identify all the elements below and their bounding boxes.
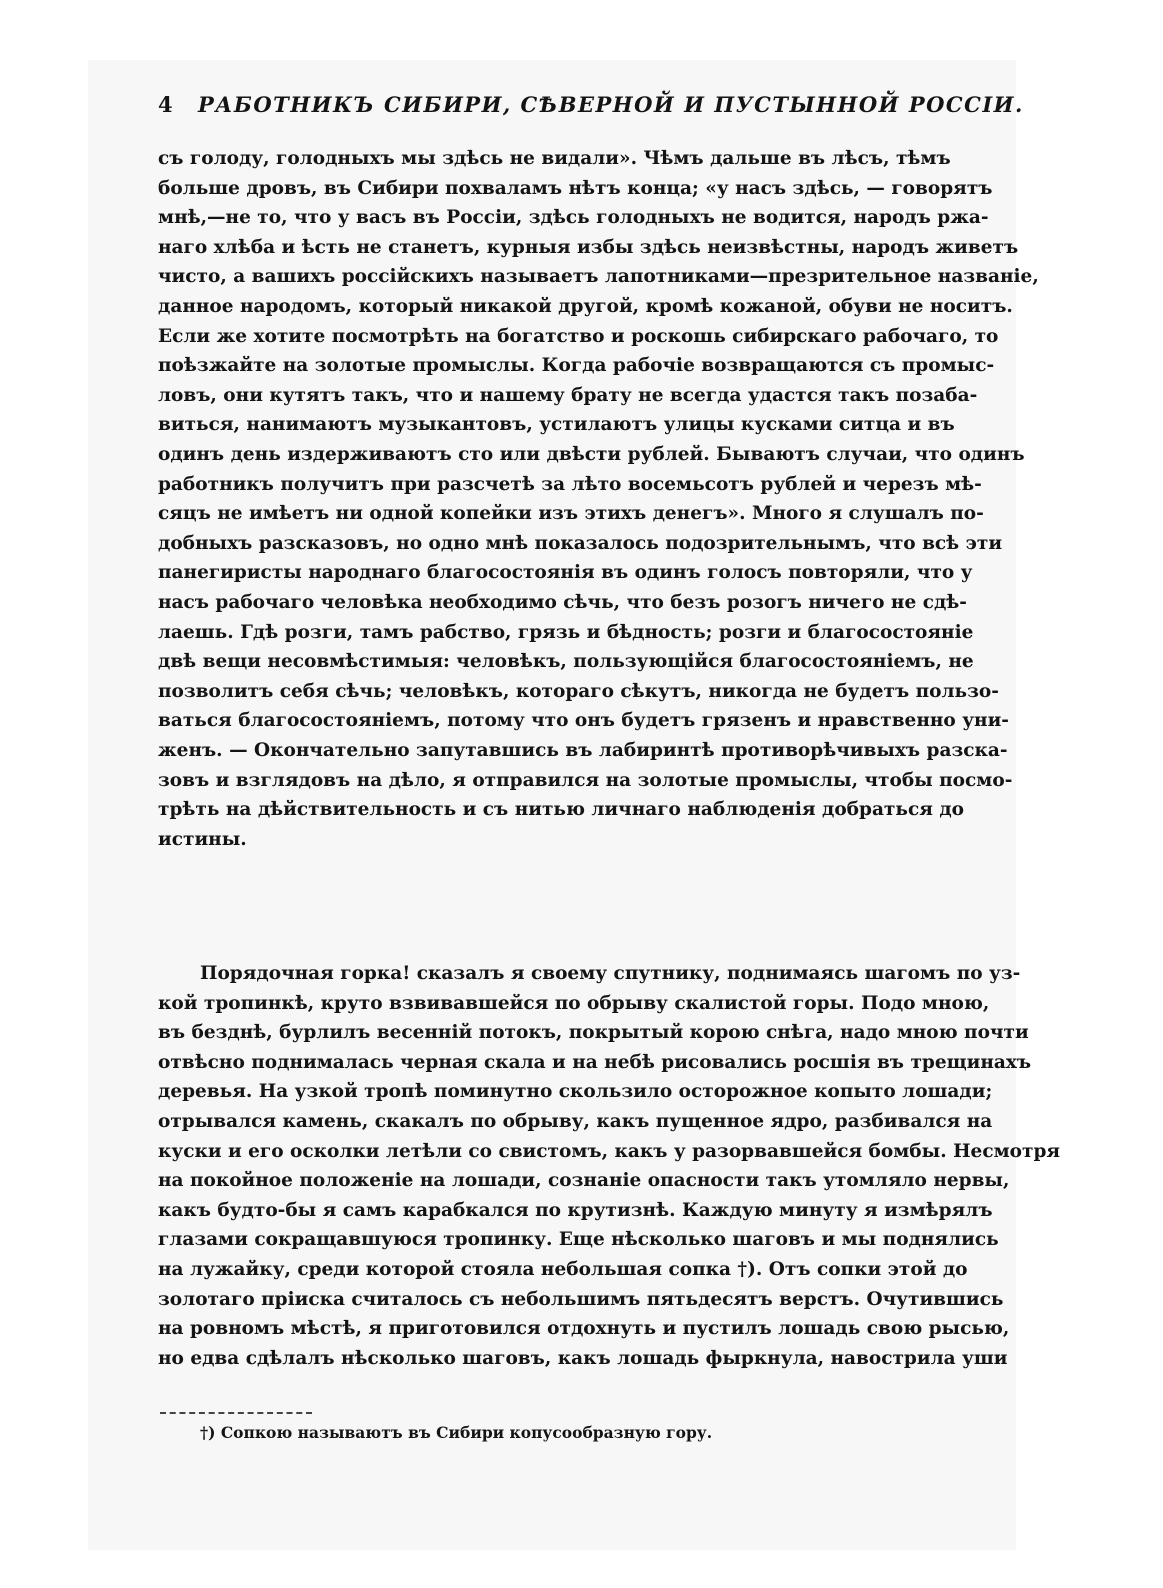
paragraph1-line: мнѣ,—не то, что у васъ въ Россіи, здѣсь голодныхъ не водится, народъ ржа- <box>158 207 989 229</box>
paragraph1-line: ловъ, они кутятъ такъ, что и нашему брату не всегда удастся такъ позаба- <box>158 384 978 406</box>
paragraph1-line: одинъ день издерживаютъ сто или двѣсти рублей. Бываютъ случаи, что одинъ <box>158 444 1025 465</box>
paragraph1-line: Если же хотите посмотрѣть на богатство и роскошь сибирскаго рабочаго, то <box>158 325 999 347</box>
paragraph1-line: трѣть на дѣйствительность и съ нитью личнаго наблюденія добраться до <box>158 799 964 821</box>
paragraph1-line: наго хлѣба и ѣсть не станетъ, курныя избы здѣсь неизвѣстны, народъ живетъ <box>158 236 1019 258</box>
paragraph1-line: позволитъ себя сѣчь; человѣкъ, котораго сѣкутъ, никогда не будетъ пользо- <box>158 680 999 702</box>
paragraph2-line: Порядочная горка! сказалъ я своему спутнику, поднимаясь шагомъ по уз- <box>200 963 1021 984</box>
paragraph1-line: лаешь. Гдѣ розги, тамъ рабство, грязь и бѣдность; розги и благосостояніе <box>158 621 974 643</box>
paragraph1-line: панегиристы народнаго благосостоянія въ одинъ голосъ повторяли, что у <box>158 562 973 584</box>
paragraph1-line: поѣзжайте на золотые промыслы. Когда рабочіе возвращаются съ промыс- <box>158 355 995 377</box>
paragraph1-line: съ голоду, голодныхъ мы здѣсь не видали». Чѣмъ дальше въ лѣсъ, тѣмъ <box>158 148 951 169</box>
paragraph1-line: насъ рабочаго человѣка необходимо сѣчь, что безъ розогъ ничего не сдѣ- <box>158 592 967 613</box>
paragraph2-line: кой тропинкѣ, круто взвивавшейся по обрыву скалистой горы. Подо мною, <box>158 992 990 1014</box>
paragraph2-line: деревья. На узкой тропѣ поминутно скользило осторожное копыто лошади; <box>158 1081 993 1103</box>
paragraph2-line: отрывался камень, скакалъ по обрыву, какъ пущенное ядро, разбивался на <box>158 1111 993 1132</box>
paragraph2-line: на покойное положеніе на лошади, сознаніе опасности такъ утомляло нервы, <box>158 1170 1010 1192</box>
page-title: РАБОТНИКЪ СИБИРИ, СѢВЕРНОЙ И ПУСТЫННОЙ РОССІИ. <box>198 92 1024 117</box>
footnote-divider <box>160 1412 312 1414</box>
paragraph1-line: ваться благосостояніемъ, потому что онъ будетъ грязенъ и нравственно уни- <box>158 710 1009 732</box>
paragraph1-line: больше дровъ, въ Сибири похваламъ нѣтъ конца; «у насъ здѣсь, — говорятъ <box>158 177 993 199</box>
paragraph1-line: сяцъ не имѣетъ ни одной копейки изъ этихъ денегъ». Много я слушалъ по- <box>158 503 984 525</box>
paragraph2-line: куски и его осколки летѣли со свистомъ, какъ у разорвавшейся бомбы. Несмотря <box>158 1140 1061 1162</box>
paragraph1-line: добныхъ разсказовъ, но одно мнѣ показалось подозрительнымъ, что всѣ эти <box>158 532 1003 554</box>
paragraph1-line: истины. <box>158 828 247 850</box>
paragraph2-line: на лужайку, среди которой стояла небольшая сопка †). Отъ сопки этой до <box>158 1259 968 1280</box>
paragraph2-line: золотаго пріиска считалось съ небольшимъ пятьдесятъ верстъ. Очутившись <box>158 1288 1004 1310</box>
paragraph2-line: глазами сокращавшуюся тропинку. Еще нѣсколько шаговъ и мы поднялись <box>158 1229 999 1251</box>
paragraph2-line: на ровномъ мѣстѣ, я приготовился отдохнуть и пустилъ лошадь свою рысью, <box>158 1318 1010 1340</box>
paragraph2-line: какъ будто-бы я самъ карабкался по крутизнѣ. Каждую минуту я измѣрялъ <box>158 1199 993 1221</box>
paragraph1-line: двѣ вещи несовмѣстимыя: человѣкъ, пользующійся благосостояніемъ, не <box>158 651 974 673</box>
paragraph1-line: зовъ и взглядовъ на дѣло, я отправился на золотые промыслы, чтобы посмо- <box>158 769 1013 791</box>
paragraph2-line: отвѣсно поднималась черная скала и на небѣ рисовались росшія въ трещинахъ <box>158 1051 1032 1073</box>
paragraph1-line: работникъ получитъ при разсчетѣ за лѣто восемьсотъ рублей и черезъ мѣ- <box>158 473 982 495</box>
paragraph2-line: въ безднѣ, бурлилъ весенній потокъ, покрытый корою снѣга, надо мною почти <box>158 1022 1029 1044</box>
footnote: †) Сопкою называютъ въ Сибири копусообразную гору. <box>200 1423 713 1442</box>
paragraph1-line: данное народомъ, который никакой другой, кромѣ кожаной, обуви не носитъ. <box>158 296 1013 317</box>
paragraph1-line: виться, нанимаютъ музыкантовъ, устилаютъ улицы кусками ситца и въ <box>158 414 955 436</box>
page-number: 4 <box>158 92 175 117</box>
running-head <box>158 92 1024 124</box>
paragraph2-line: но едва сдѣлалъ нѣсколько шаговъ, какъ лошадь фыркнула, навострила уши <box>158 1347 1008 1369</box>
paragraph1-line: женъ. — Окончательно запутавшись въ лабиринтѣ противорѣчивыхъ разска- <box>158 740 1008 761</box>
paragraph1-line: чисто, а вашихъ россійскихъ называетъ лапотниками—презрительное названіе, <box>158 266 1039 288</box>
